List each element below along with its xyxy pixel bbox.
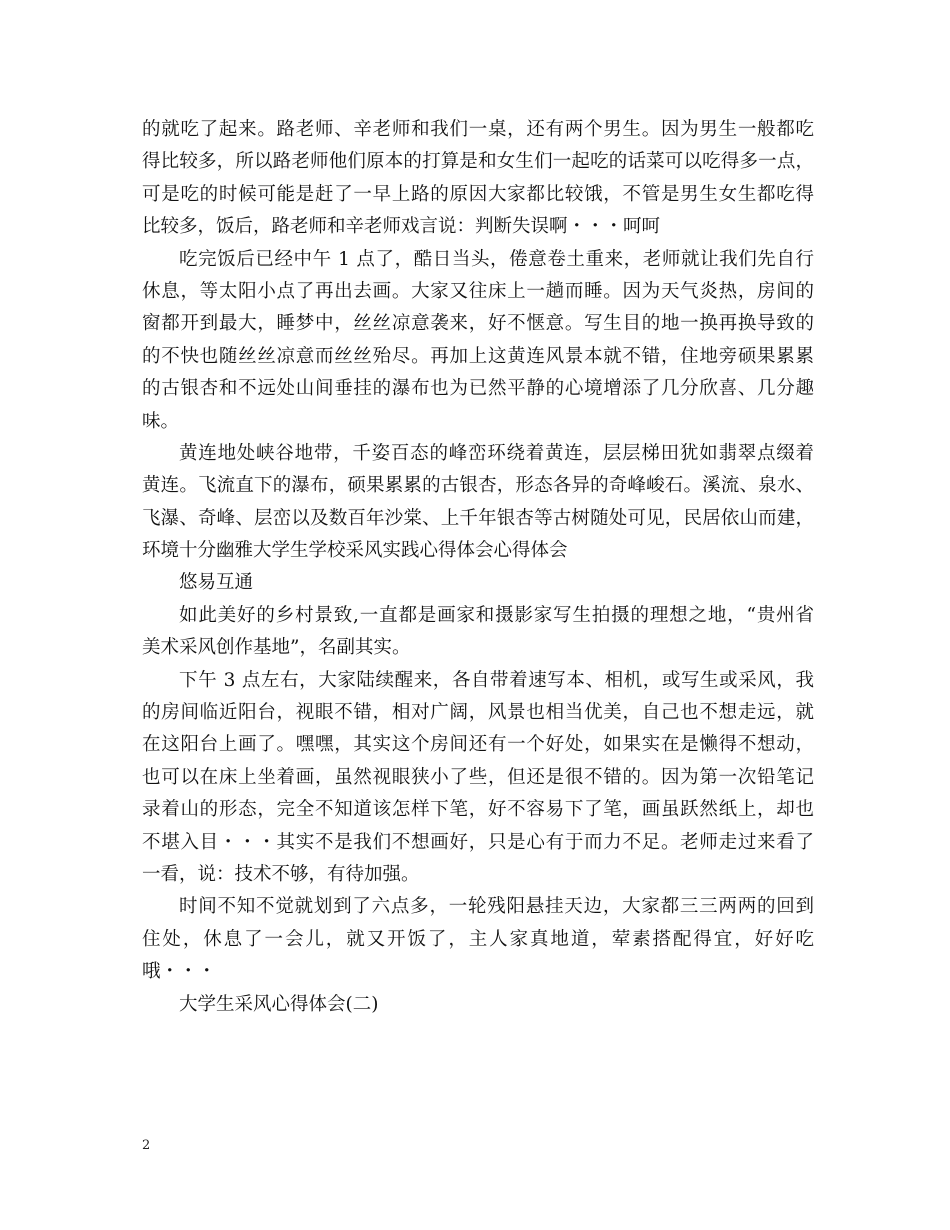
- paragraph-7: [142, 891, 814, 988]
- text-line: 大学生采风心得体会(二): [179, 993, 379, 1015]
- text-line: 在这阳台上画了。嘿嘿，其实这个房间还有一个好处，如果实在是懒得不想动，: [142, 734, 814, 756]
- paragraph-3: [142, 438, 814, 568]
- text-line: 不堪入目・・・其实不是我们不想画好，只是心有于而力不足。老师走过来看了: [142, 831, 814, 853]
- text-line: 录着山的形态，完全不知道该怎样下笔，好不容易下了笔，画虽跃然纸上，却也: [142, 799, 814, 821]
- text-line: 黄连地处峡谷地带，千姿百态的峰峦环绕着黄连，层层梯田犹如翡翠点缀着: [179, 442, 814, 464]
- text-line: 的不快也随丝丝凉意而丝丝殆尽。再加上这黄连风景本就不错，住地旁硕果累累: [142, 345, 814, 367]
- text-line: 的就吃了起来。路老师、辛老师和我们一桌，还有两个男生。因为男生一般都吃: [142, 119, 814, 140]
- text-line: 可是吃的时候可能是赶了一早上路的原因大家都比较饿，不管是男生女生都吃得: [142, 183, 814, 205]
- text-line: 味。: [142, 410, 180, 432]
- text-line: 一看，说：技术不够，有待加强。: [142, 863, 420, 885]
- section-heading: [142, 989, 814, 1021]
- paragraph-5: [142, 600, 814, 665]
- text-line: 的古银杏和不远处山间垂挂的瀑布也为已然平静的心境增添了几分欣喜、几分趣: [142, 378, 814, 400]
- text-line: 飞瀑、奇峰、层峦以及数百年沙棠、上千年银杏等古树随处可见，民居依山而建，: [142, 507, 814, 529]
- paragraph-6: [142, 665, 814, 892]
- text-line: 得比较多，所以路老师他们原本的打算是和女生们一起吃的话菜可以吃得多一点，: [142, 151, 814, 173]
- document-body: [142, 114, 814, 1021]
- text-line: 哦・・・: [142, 961, 217, 983]
- text-line: 住处，休息了一会儿，就又开饭了，主人家真地道，荤素搭配得宜，好好吃: [142, 928, 814, 950]
- text-line: 吃完饭后已经中午 1 点了，酷日当头，倦意卷土重来，老师就让我们先自行: [179, 248, 814, 270]
- text-line: 时间不知不觉就划到了六点多，一轮残阳悬挂天边，大家都三三两两的回到: [179, 896, 814, 918]
- text-line: 下午 3 点左右，大家陆续醒来，各自带着速写本、相机，或写生或采风，我: [179, 669, 814, 691]
- paragraph-4: [142, 567, 814, 599]
- text-line: 黄连。飞流直下的瀑布，硕果累累的古银杏，形态各异的奇峰峻石。溪流、泉水、: [142, 475, 814, 497]
- text-line: 美术采风创作基地”，名副其实。: [142, 637, 411, 659]
- text-line: 也可以在床上坐着画，虽然视眼狭小了些，但还是很不错的。因为第一次铅笔记: [142, 766, 814, 788]
- text-line: 环境十分幽雅大学生学校采风实践心得体会心得体会: [142, 540, 568, 562]
- text-line: 比较多，饭后，路老师和辛老师戏言说：判断失误啊・・・呵呵: [142, 216, 661, 238]
- text-line: 休息，等太阳小点了再出去画。大家又往床上一趟而睡。因为天气炎热，房间的: [142, 280, 814, 302]
- text-line: 的房间临近阳台，视眼不错，相对广阔，风景也相当优美，自己也不想走远，就: [142, 702, 814, 724]
- text-line: 悠易互通: [179, 572, 254, 594]
- paragraph-2: [142, 244, 814, 438]
- page-number: 2: [142, 1138, 151, 1153]
- paragraph-1: [142, 114, 814, 244]
- text-line: 窗都开到最大，睡梦中，丝丝凉意袭来，好不惬意。写生目的地一换再换导致的: [142, 313, 814, 335]
- text-line: 如此美好的乡村景致,一直都是画家和摄影家写生拍摄的理想之地，“贵州省: [179, 604, 814, 626]
